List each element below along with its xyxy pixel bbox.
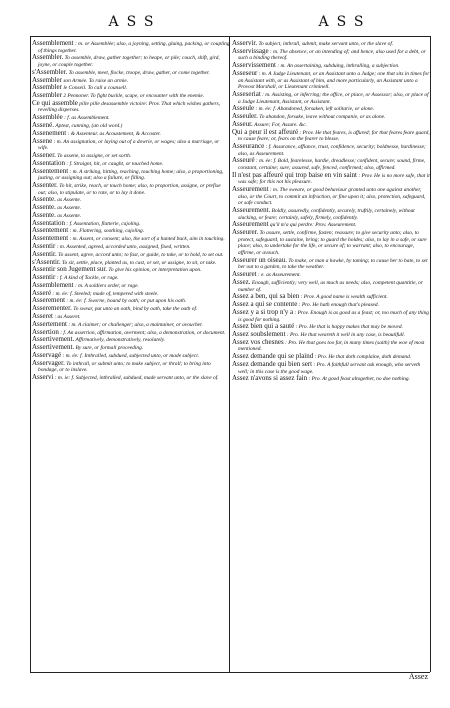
entry-headword: Assemblée <box>32 113 63 122</box>
entry-definition: : m. or Assemblée; also, a joyning, setting, gluing, packing, or coupling of things together. <box>38 41 230 54</box>
entry-headword: Assembler <box>32 83 62 92</box>
entry-headword: Assez vos chesnes <box>232 337 284 346</box>
entry-definition: To hit, strike, reach, or touch home; also, to proportion, assigne, or prefixe out; also, to stipulate, or to rate, or to lay it done. <box>38 182 221 196</box>
entry-headword: Assemblement <box>32 280 74 289</box>
entry-headword: Asservir. <box>232 40 258 47</box>
entry-definition: : f. A kind of Tackle, or rage. <box>56 275 119 282</box>
entry-definition: : f. Straignt, hit, or caught, or touched home. <box>66 160 164 167</box>
entry-headword: Assentir. <box>32 249 57 258</box>
entry-headword: Qui a peur il est affeuré <box>232 127 299 136</box>
entry-definition: : m. ée: f. Abandoned, forsaken, left solitarie, or alone. <box>255 106 375 113</box>
entry-definition: : Pro. A faithfull servant ask enough, who serveth well; in this case is the good wage. <box>238 362 421 375</box>
dictionary-entry <box>232 62 430 70</box>
entry-definition: To abandon, forsake, leave without companie, or as alone. <box>259 114 386 121</box>
entry-headword: Assentation <box>32 218 66 227</box>
entry-definition: : m. A Judge Lieutenant, or an Assistant unto a Judge; one that sits in times for an Assistant with, or as Assistant of him, and more particularly, an Assistant unto a Provost Marshall, or Lieutenant criminell. <box>238 70 430 91</box>
dictionary-entry <box>32 130 230 138</box>
dictionary-entry <box>232 207 430 221</box>
entry-headword: s'Assentir. <box>32 257 61 266</box>
entry-headword: Assertivement. <box>32 343 75 352</box>
entry-definition: To assemble, meet, flocke, troope, draw, gather, or come together. <box>68 69 210 76</box>
entry-definition: : m. The sweare, or good behaviour granted unto one against another, also, or the Court, to commit an infraction, or fine upon it; also, protection, safeguard, or safe conduct. <box>238 187 426 207</box>
entry-definition: Aptest, cunning, (an old word.) <box>55 123 123 130</box>
dictionary-entry <box>32 204 230 212</box>
entry-definition: : f. as Assemblement. <box>64 115 110 122</box>
entry-definition: : f. Assentation, flatterie, cajoling. <box>66 220 141 227</box>
right-column <box>232 40 430 680</box>
dictionary-entry <box>232 113 430 121</box>
entry-headword: Assembler <box>32 75 62 84</box>
dictionary-entry <box>32 374 230 382</box>
entry-headword: Asseseriat <box>232 89 261 98</box>
entry-definition: son Armée. To raise an armie. <box>63 77 129 84</box>
entry-headword: Assente. <box>32 203 56 212</box>
entry-definition: : Pro. He that goes too far, in many times (saith) the woe of most mentioned. <box>238 339 425 353</box>
dictionary-entry <box>32 243 230 251</box>
entry-definition: : m. A striking, hitting, reaching, touching home; also, a proportioning, justing, or assigning out; also a failure, or filling. <box>38 168 224 182</box>
entry-definition: : Pro. He that doth complaine, doth demand. <box>314 354 412 361</box>
dictionary-entry <box>232 129 430 143</box>
entry-definition: : Pro. At good feast altogether, no doe nothing. <box>308 376 410 383</box>
entry-headword: Asseret <box>32 312 53 320</box>
entry-definition: To assent, agree, accord unto; to fast, or guide, to take, or to hold, to set out. <box>58 251 224 258</box>
dictionary-entry <box>232 105 430 113</box>
entry-definition: To assure, settle, confirme, fasten; reassure; to give security unto; also, to protect, safeguard, to sustaine, bring; to guard the holdes; also, to lay in a safe, or sure place; also, to undertake for the life, or secure of; to warrant; also, to encourage, affirme, or avouch. <box>238 230 427 257</box>
dictionary-entry <box>232 279 430 293</box>
dictionary-entry <box>232 361 430 375</box>
entry-headword: Asseurement <box>232 220 269 229</box>
entry-definition: : f. An assertion, affirmation, averment; also, a demonstration, or document. <box>60 329 226 336</box>
entry-headword: Assez soubslement <box>232 330 286 339</box>
entry-headword: Assez demande qui se plaind <box>232 352 314 361</box>
dictionary-entry <box>32 305 230 313</box>
entry-headword: Assené. <box>32 121 54 130</box>
entry-definition: 2 Pennoner. To fight buckle, scape, or encounter with the enemie. <box>63 93 205 100</box>
dictionary-entry <box>232 309 430 323</box>
entry-definition: : m. ée: f. Inthralled, subdued, subjected unto, or made subject. <box>62 352 200 359</box>
dictionary-entry <box>232 48 430 62</box>
entry-headword: Asserementer. <box>32 304 72 313</box>
header-rule <box>30 36 430 37</box>
entry-definition: : Prov. Enough is as good as a feast; or, too much of any thing is good for nothing. <box>238 309 429 323</box>
entry-headword: Assez a qui se contente <box>232 300 298 309</box>
entry-definition: : Pro. He that is happy makes that may be moved. <box>295 324 403 331</box>
entry-headword: Assener. <box>32 150 56 159</box>
entry-headword: Assenement <box>32 128 67 137</box>
entry-definition: : m. Assisting, or inferring; the office, or place, or Assessor; also, or place of a Judge Lieutenant, Assistant, or Assistant. <box>238 91 429 105</box>
entry-headword: Assemblement <box>32 40 74 47</box>
entry-headword: Assembler <box>32 91 62 100</box>
dictionary-entry <box>32 40 230 54</box>
entry-definition: To sit, settle, place, planted as, to cast, or set, or assigne, to sit, or take. <box>62 259 217 266</box>
entry-definition: To assene, to assigne, or set sorth. <box>57 152 132 159</box>
dictionary-entry <box>32 196 230 204</box>
entry-headword: Assertion <box>32 327 59 336</box>
entry-headword: Asseurement <box>232 185 269 194</box>
dictionary-entry <box>32 235 230 243</box>
entry-headword: Assenter. <box>32 180 58 189</box>
entry-headword: Assene <box>32 136 53 145</box>
entry-headword: Assez. <box>232 277 251 286</box>
entry-headword: Asserement <box>32 296 66 305</box>
entry-definition: : m. Flattering, soothing, cajoling. <box>69 228 145 235</box>
dictionary-entry <box>232 257 430 271</box>
right-border <box>430 36 431 672</box>
entry-definition: To inthrall, or submit unto; to make subject, or thrall; to bring into bondage, or to inslave. <box>38 360 211 374</box>
dictionary-entry <box>232 91 430 105</box>
entry-headword: Asseurer. <box>232 228 259 237</box>
entry-definition: le Conseil. To call a counsell. <box>63 85 128 92</box>
entry-headword: Assertement <box>32 319 67 328</box>
entry-definition: : & Assenteur. as Acoustement, & Accoster. <box>67 130 161 137</box>
entry-headword: Assentement <box>32 226 69 235</box>
dictionary-entry <box>232 375 430 383</box>
entry-definition: Assure; For, Assure. &c. <box>254 121 307 128</box>
dictionary-entry <box>232 271 430 279</box>
entry-headword: Assez a ben, qui sa bien <box>232 292 300 301</box>
right-running-head: ASS <box>318 14 372 30</box>
dictionary-entry <box>32 282 230 290</box>
entry-headword: Assentir <box>32 241 56 250</box>
entry-definition: : m. A soldiers order, or rage. <box>74 282 139 289</box>
entry-headword: Assentation <box>32 158 66 167</box>
entry-headword: Assembler. <box>32 53 64 62</box>
dictionary-entry <box>232 70 430 91</box>
entry-definition: as Assente. <box>57 197 82 204</box>
entry-headword: Assez y a si trop n'y a <box>232 307 294 316</box>
dictionary-entry <box>232 157 430 171</box>
dictionary-entry <box>32 138 230 152</box>
entry-definition: : Pro. He that weareth it well in any case, is beautifull. <box>286 332 406 339</box>
left-column <box>32 40 230 680</box>
dictionary-entry <box>32 114 230 122</box>
entry-definition: : Prov. He is no more safe, that it was safe; for this not his pleasure. <box>238 172 430 186</box>
dictionary-entry <box>232 339 430 353</box>
entry-definition: By sure, or formall proceeding. <box>75 345 144 352</box>
entry-headword: Assentir son Jugement sur. <box>32 265 108 274</box>
entry-headword: Asseurer un oiseau. <box>232 255 288 264</box>
entry-headword: Assentir <box>32 273 56 282</box>
dictionary-entry <box>232 172 430 186</box>
dictionary-entry <box>32 100 230 114</box>
entry-definition: : m. Assent, or consent; also, the sort of a hunted buck, aim in touching. <box>69 236 225 243</box>
entry-definition: : m. Assented, agreed, accorded unto, assigned, fixed, written. <box>56 243 191 250</box>
entry-headword: Asseurance <box>232 142 265 150</box>
dictionary-entry <box>32 251 230 259</box>
entry-definition: pille pille desassemble victoire: Prov. That which wishes gathers, revelling disperses. <box>38 100 221 114</box>
entry-headword: Ce qui assemble <box>32 98 78 107</box>
entry-headword: Asseuret <box>232 270 257 279</box>
entry-definition: : m. ie: f. Subjected, inthralled, subdued, made servant unto, or the slave of. <box>54 375 219 382</box>
entry-definition: : Pro. He hath enough that's pleased. <box>298 302 379 309</box>
entry-headword: Il n'est pas affeuré qui trop baise en vin saint <box>232 170 357 179</box>
dictionary-entry <box>32 266 230 274</box>
entry-headword: Asservissage <box>232 46 269 55</box>
entry-headword: Asseuré <box>232 156 255 165</box>
dictionary-entry <box>232 229 430 256</box>
entry-definition: Boldly, assuredly, confidently, securely, truftily, certainely, without slacking, or feare; certainly, safely, firmely, confidently. <box>238 208 415 221</box>
entry-definition: To give his opinion, or interpretation upon. <box>108 267 202 274</box>
entry-headword: Assente. <box>32 210 56 219</box>
entry-definition: : m. ée: f. Steeled; made of, tempered with steele. <box>52 290 159 297</box>
entry-definition: To assemble, draw, gather together; to heape, or pile; couch, shift, gird, joyne, or couple together. <box>38 55 220 68</box>
dictionary-entry <box>232 143 430 157</box>
entry-headword: Assez n'avons si assez fain <box>232 374 308 383</box>
entry-definition: as Assente. <box>57 205 82 212</box>
entry-headword: s'Assembler. <box>32 67 68 76</box>
entry-definition: : Prov. A good name is wealth sufficient. <box>300 294 388 301</box>
entry-definition: Enough, sufficiently; very well, as much as needs; also, competent quantitie, or number of. <box>238 279 423 293</box>
entry-headword: Assentement <box>32 166 69 175</box>
entry-headword: Assez bien qui a sauté <box>232 322 295 331</box>
entry-definition: : m. An assignation, or laying out of a dowrie, or wages; also a marriage, or wife. <box>38 138 220 152</box>
entry-headword: Assez demande qui bien sert <box>232 360 313 368</box>
entry-headword: Asservi <box>32 373 54 382</box>
entry-headword: Asseule <box>232 104 255 113</box>
dictionary-entry <box>32 168 230 182</box>
dictionary-entry <box>232 221 430 229</box>
dictionary-entry <box>232 186 430 207</box>
entry-headword: Asservissement <box>232 61 276 70</box>
entry-headword: Asservager. <box>32 358 65 367</box>
entry-definition: : m. A claimer; or challenger; also, a maintainer, or avoucher. <box>68 321 203 328</box>
entry-definition: as Assente. <box>57 212 82 219</box>
entry-definition: Affirmatively, demonstratively, resolutely. <box>75 337 166 344</box>
entry-definition: : m. ée: f. Bold, fearelesse, hardie, dreadlesse; confident, secure; sound, firme, constant, certaine; sure; assured, safe, fenced, confirmed; also, affirmed. <box>238 158 426 171</box>
catchword: Assez <box>408 672 428 681</box>
entry-definition: To subject, inthrall, submit, make servant unto, or the slave of. <box>258 41 394 47</box>
entry-definition: : m. ée: f. Sworne, bound by oath; or put upon his oath. <box>66 298 187 305</box>
left-running-head: ASS <box>108 14 162 30</box>
entry-definition: : m. The absence, or an intending of; and hence, also used for a debt, or such a binding thereof. <box>238 48 426 62</box>
entry-definition: : Prov. He that feares, is affured; for that feares feare guard, to cause feare; or, fears on the fearer to blesse. <box>238 129 430 143</box>
entry-headword: Asseurement. <box>232 206 271 215</box>
entry-definition: : f. Assurance, affiance, trust, confidence, security; boldnesse, hardinesse; also, as Asseurement. <box>238 144 426 157</box>
dictionary-entry <box>32 344 230 352</box>
dictionary-entry <box>32 360 230 374</box>
entry-headword: Asseur. <box>232 119 253 128</box>
entry-headword: Assertivement. <box>32 335 75 344</box>
entry-definition: : as Asseret. <box>54 314 81 320</box>
entry-headword: Asservagé <box>32 350 62 359</box>
entry-definition: To swear, put unto an oath, bind by oath, take the oath of. <box>73 306 198 313</box>
entry-headword: Asseré <box>32 288 52 297</box>
entry-definition: qu'il m'a qui perdre: Prov. Asseurement. <box>269 222 357 229</box>
entry-headword: Asseseur <box>232 68 258 77</box>
left-border <box>30 36 31 672</box>
entry-headword: Asseuler. <box>232 112 258 121</box>
entry-headword: Assente. <box>32 195 56 204</box>
entry-definition: : m. An assertaining, subduing, inthralling, a subjection. <box>277 63 400 70</box>
entry-definition: : e. as Asseurement. <box>257 272 301 279</box>
dictionary-entry <box>32 54 230 68</box>
dictionary-entry <box>32 182 230 196</box>
entry-headword: Assentement <box>32 234 69 243</box>
dictionary-entry <box>32 321 230 329</box>
entry-definition: To make, or man a hawke, by taming; to cause her to bate, to set her out to a garden, to take the weather. <box>238 257 428 271</box>
